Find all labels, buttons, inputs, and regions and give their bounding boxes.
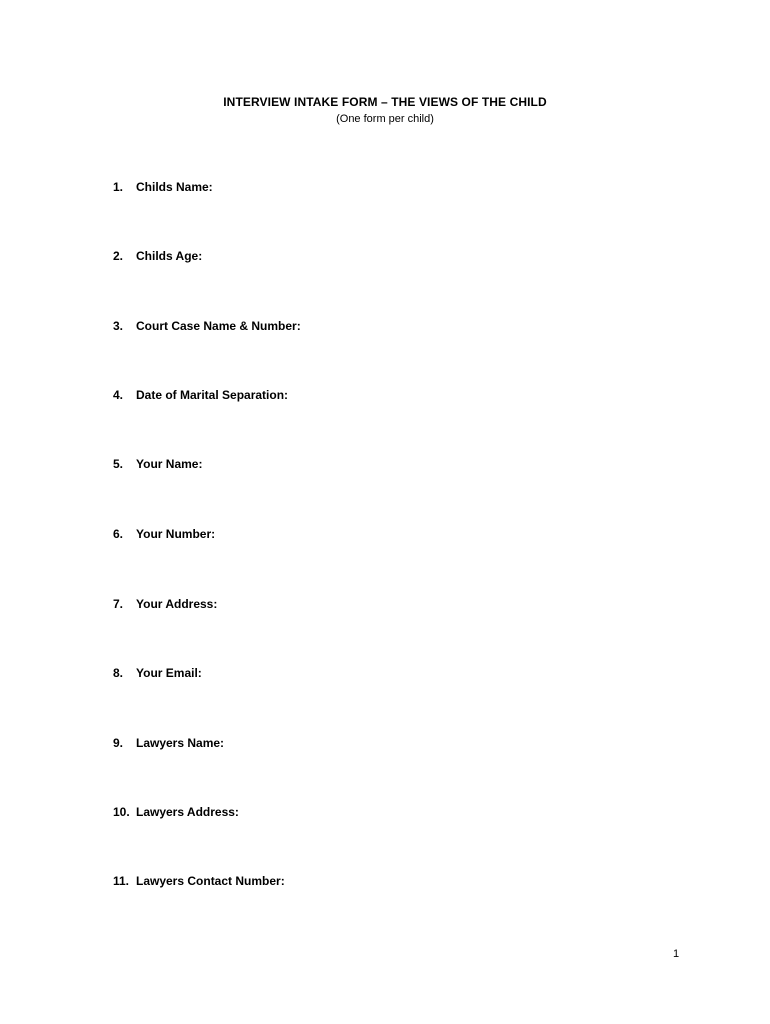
field-number: 3. (113, 319, 124, 333)
field-childs-name (113, 180, 213, 194)
field-label: Your Address: (136, 597, 218, 611)
field-label: Court Case Name & Number: (136, 319, 301, 333)
field-label: Your Email: (136, 666, 202, 680)
field-label: Your Number: (136, 527, 216, 541)
form-title: INTERVIEW INTAKE FORM – THE VIEWS OF THE CHILD (223, 95, 547, 109)
field-childs-age (113, 249, 202, 263)
field-your-name (113, 457, 202, 471)
form-subtitle: (One form per child) (336, 113, 434, 125)
field-lawyers-name (113, 736, 224, 750)
field-your-address (113, 597, 217, 611)
field-label: Lawyers Contact Number: (136, 874, 285, 888)
field-number: 9. (113, 736, 124, 750)
field-number: 1. (113, 180, 124, 194)
field-label: Childs Age: (136, 249, 203, 263)
field-label: Date of Marital Separation: (136, 388, 289, 402)
field-number: 7. (113, 597, 124, 611)
field-label: Childs Name: (136, 180, 213, 194)
field-number: 2. (113, 249, 124, 263)
field-label: Lawyers Address: (136, 805, 239, 819)
field-number: 10. (113, 805, 130, 819)
field-lawyers-contact-number (113, 874, 285, 888)
field-court-case (113, 319, 301, 333)
page-number: 1 (673, 948, 680, 960)
field-lawyers-address (113, 805, 239, 819)
field-number: 5. (113, 457, 124, 471)
field-number: 4. (113, 388, 124, 402)
field-your-number (113, 527, 215, 541)
field-date-of-separation (113, 388, 288, 402)
field-number: 6. (113, 527, 124, 541)
field-label: Your Name: (136, 457, 203, 471)
field-number: 8. (113, 666, 124, 680)
field-your-email (113, 666, 202, 680)
field-number: 11. (113, 874, 130, 888)
field-label: Lawyers Name: (136, 736, 225, 750)
